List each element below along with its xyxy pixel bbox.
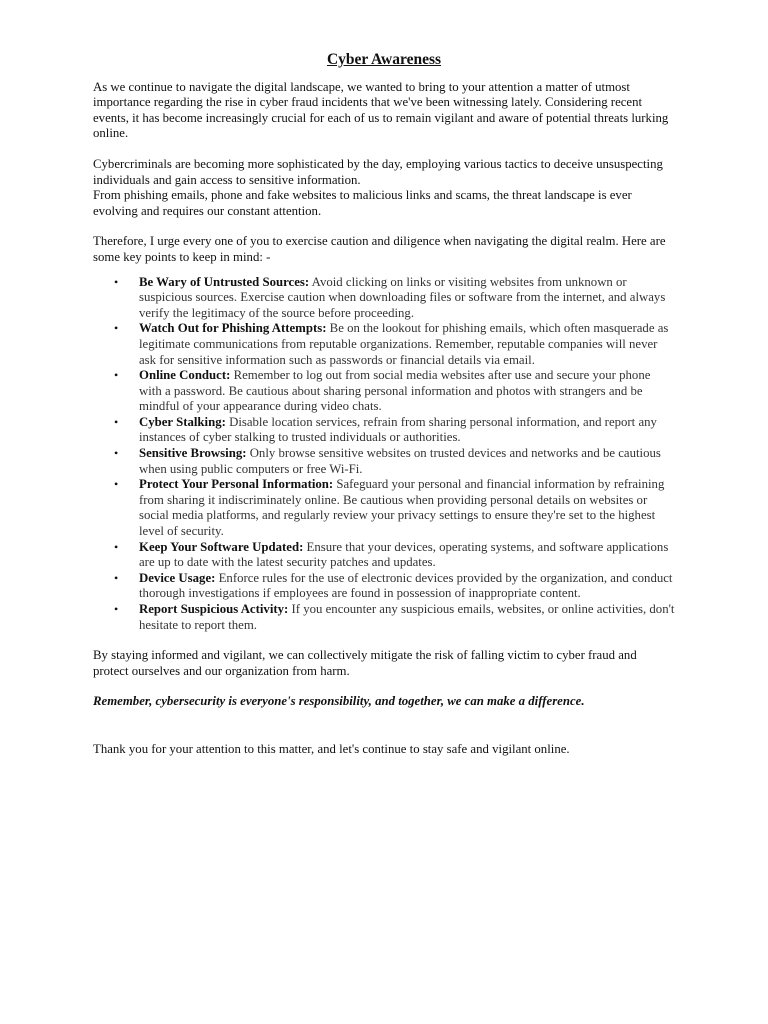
key-point-title: Keep Your Software Updated: (139, 539, 304, 554)
key-point-text: Ensure that your devices, operating systems, and software applications are up to date with the latest security patches and updates. (139, 539, 669, 570)
key-point-text: Remember to log out from social media websites after use and secure your phone with a password. Be cautious about sharing personal information and photos with strangers and be mindful of your appearance during video chats. (139, 368, 651, 414)
key-point-title: Protect Your Personal Information: (139, 477, 334, 492)
summary-paragraph: By staying informed and vigilant, we can collectively mitigate the risk of falling victim to cyber fraud and protect ourselves and our organization from harm. (93, 648, 637, 678)
bullet-icon: • (114, 477, 119, 492)
key-point-title: Be Wary of Untrusted Sources: (139, 274, 310, 289)
bullet-icon: • (114, 414, 119, 429)
bullet-icon: • (114, 274, 119, 289)
emphasis-statement: Remember, cybersecurity is everyone's responsibility, and together, we can make a difference. (93, 694, 585, 709)
key-point-title: Online Conduct: (139, 368, 231, 383)
key-point-device-usage (114, 570, 675, 602)
key-point-text: Enforce rules for the use of electronic devices provided by the organization, and conduct thorough investigations if employees are found in possession of inappropriate content. (139, 570, 673, 601)
closing-paragraph: Thank you for your attention to this matter, and let's continue to stay safe and vigilant online. (93, 741, 570, 756)
key-point-personal-information (114, 477, 675, 539)
key-point-text: If you encounter any suspicious emails, websites, or online activities, don't hesitate to report them. (139, 602, 675, 632)
bullet-icon: • (114, 602, 119, 616)
key-point-text: Be on the lookout for phishing emails, which often masquerade as legitimate communications from reputable organizations. Remember, reputable companies will never ask for sensitive information such as passwords or financial details via email. (139, 321, 669, 367)
key-point-untrusted-sources (114, 274, 675, 322)
document-page (93, 52, 675, 758)
document-title: Cyber Awareness (326, 51, 442, 68)
key-point-text: Disable location services, refrain from sharing personal information, and report any instances of cyber stalking to trusted individuals or authorities. (139, 414, 657, 445)
bullet-icon: • (114, 446, 119, 461)
key-point-phishing (114, 321, 675, 368)
bullet-icon: • (114, 539, 119, 554)
key-point-title: Device Usage: (139, 570, 216, 585)
key-point-cyber-stalking (114, 414, 675, 446)
key-point-title: Cyber Stalking: (139, 414, 226, 429)
bullet-icon: • (114, 570, 119, 585)
key-point-text: Avoid clicking on links or visiting websites from unknown or suspicious sources. Exercise caution when downloading files or software from the internet, and always verify the legitimacy of the source before proceeding. (139, 274, 666, 320)
threats-line-1: Cybercriminals are becoming more sophisticated by the day, employing various tactics to deceive unsuspecting individuals and gain access to sensitive information. (93, 156, 663, 187)
key-point-title: Watch Out for Phishing Attempts: (139, 321, 327, 336)
key-points-list (93, 275, 675, 634)
threats-paragraph (93, 157, 675, 219)
threats-line-2: From phishing emails, phone and fake websites to malicious links and scams, the threat landscape is ever evolving and requires our constant attention. (93, 188, 632, 218)
key-point-text: Only browse sensitive websites on trusted devices and networks and be cautious when using public computers or free Wi-Fi. (139, 446, 661, 476)
key-point-text: Safeguard your personal and financial information by refraining from sharing it indiscriminately online. Be cautious when providing personal details on websites or social media platforms, and regularly review your privacy settings to ensure they're set to the highest level of security. (139, 477, 665, 539)
bullet-icon: • (114, 368, 119, 383)
bullet-icon: • (114, 321, 119, 336)
key-point-title: Report Suspicious Activity: (139, 602, 289, 616)
key-point-report-suspicious (114, 602, 675, 633)
key-point-online-conduct (114, 368, 675, 415)
call-to-action-paragraph: Therefore, I urge every one of you to exercise caution and diligence when navigating the digital realm. Here are some key points to keep in mind: - (93, 234, 666, 264)
key-point-software-updates (114, 539, 675, 571)
key-point-sensitive-browsing (114, 446, 675, 477)
key-point-title: Sensitive Browsing: (139, 446, 247, 461)
intro-paragraph: As we continue to navigate the digital landscape, we wanted to bring to your attention a matter of utmost importance regarding the rise in cyber fraud incidents that we've been witnessing lately. Considering recent events, it has become increasingly crucial for each of us to remain vigilant and aware of potential threats lurking online. (93, 79, 669, 141)
